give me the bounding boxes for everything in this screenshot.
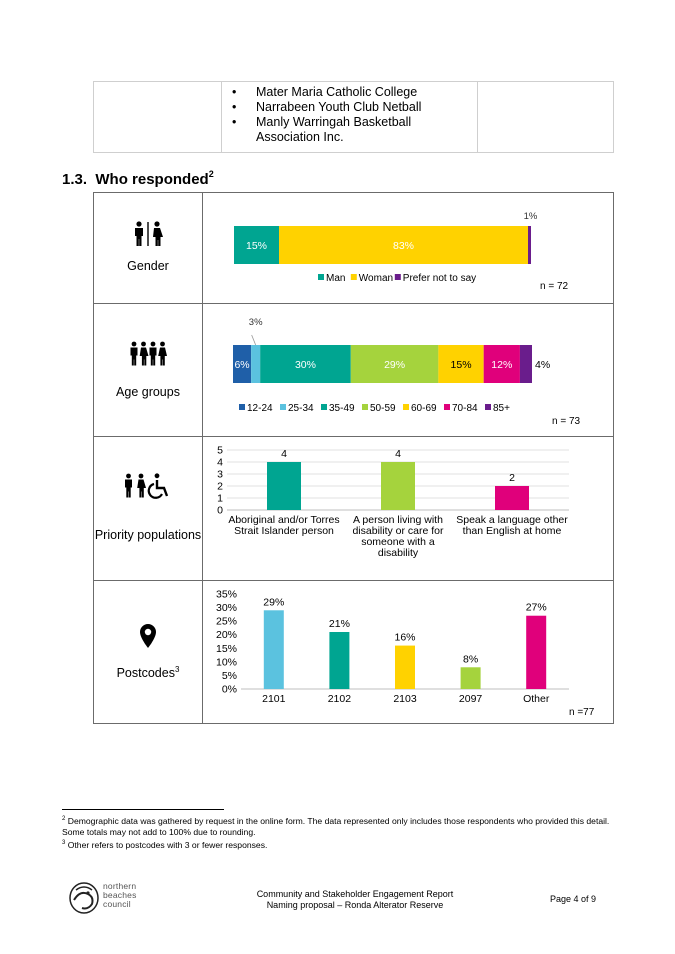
footnote-ref: 2 bbox=[208, 169, 214, 179]
list-item: • Narrabeen Youth Club Netball bbox=[227, 100, 477, 115]
y-tick-label: 30% bbox=[215, 602, 237, 615]
data-label: 6% bbox=[234, 359, 250, 371]
legend-label: Woman bbox=[358, 273, 394, 284]
legend-label: 60-69 bbox=[411, 403, 437, 414]
x-tick-label: Strait Islander person bbox=[234, 525, 334, 537]
footnote-text: Other refers to postcodes with 3 or fewer responses. bbox=[67, 839, 268, 850]
legend-label: 50-59 bbox=[370, 403, 396, 414]
data-label: 30% bbox=[294, 359, 316, 371]
x-tick-label: disability bbox=[377, 547, 419, 559]
legend-label: 70-84 bbox=[452, 403, 478, 414]
bar-3 bbox=[495, 486, 529, 510]
logo-line: council bbox=[103, 899, 131, 909]
data-label: 3% bbox=[248, 317, 263, 328]
stakeholder-table bbox=[93, 81, 614, 153]
y-tick-label: 10% bbox=[215, 656, 237, 669]
y-tick-label: 25% bbox=[215, 615, 237, 628]
footnote-ref: 3 bbox=[174, 665, 180, 674]
data-label: 16% bbox=[394, 631, 416, 644]
data-label: 15% bbox=[450, 359, 472, 371]
x-tick-label: Speak a language other bbox=[456, 514, 568, 526]
data-label: 4 bbox=[395, 448, 401, 460]
data-label: 8% bbox=[463, 653, 479, 666]
y-tick-label: 1 bbox=[217, 492, 223, 505]
data-label: 4% bbox=[535, 359, 551, 371]
legend-swatch bbox=[485, 404, 491, 410]
y-tick-label: 3 bbox=[217, 468, 223, 481]
list-item: • Mater Maria Catholic College bbox=[227, 85, 477, 100]
y-tick-label: 4 bbox=[217, 456, 223, 469]
bar-segment-prefer-not-to-say bbox=[528, 226, 531, 264]
y-tick-label: 5 bbox=[217, 444, 223, 457]
legend-label: 35-49 bbox=[329, 403, 355, 414]
logo-line: beaches bbox=[103, 890, 137, 900]
footer-line: Naming proposal – Ronda Alterator Reserve bbox=[266, 900, 444, 910]
data-label: 2 bbox=[509, 472, 515, 484]
bar-1 bbox=[267, 462, 301, 510]
data-label: 1% bbox=[523, 211, 538, 222]
legend-label: Prefer not to say bbox=[402, 273, 477, 284]
footnote-number: 2 bbox=[62, 816, 66, 822]
y-tick-label: 0 bbox=[217, 504, 223, 517]
legend-swatch bbox=[362, 404, 368, 410]
x-tick-label: 2103 bbox=[393, 693, 417, 705]
footnote bbox=[62, 838, 622, 851]
row-label-age-groups: Age groups bbox=[116, 385, 180, 399]
sample-size: n =77 bbox=[569, 707, 595, 718]
data-label: 27% bbox=[525, 601, 547, 614]
footer-title bbox=[230, 889, 480, 911]
footnote bbox=[62, 814, 622, 827]
bar-1 bbox=[264, 610, 284, 689]
bar-2 bbox=[381, 462, 415, 510]
legend-swatch bbox=[239, 404, 245, 410]
table-cell-left bbox=[94, 82, 222, 152]
data-label: 83% bbox=[392, 240, 415, 252]
data-label: 15% bbox=[245, 240, 268, 252]
x-tick-label: 2097 bbox=[458, 693, 483, 705]
legend-label: Man bbox=[326, 273, 346, 284]
x-tick-label: than English at home bbox=[462, 525, 562, 537]
footnote-text: Some totals may not add to 100% due to rounding. bbox=[62, 826, 256, 837]
footnote-text: Demographic data was gathered by request in the online form. The data represented only includes those respondents who provided this detail. bbox=[67, 815, 610, 826]
data-label: 4 bbox=[281, 448, 287, 460]
sample-size: n = 72 bbox=[540, 281, 569, 292]
legend-swatch bbox=[395, 274, 401, 280]
row-label-priority-populations: Priority populations bbox=[94, 528, 202, 542]
x-tick-label: A person living with bbox=[353, 514, 443, 526]
x-tick-label: 2101 bbox=[262, 693, 286, 705]
x-tick-label: disability or care for bbox=[352, 525, 444, 537]
legend-swatch bbox=[318, 274, 324, 280]
x-tick-label: Aboriginal and/or Torres bbox=[228, 514, 340, 526]
bar-5 bbox=[526, 616, 546, 689]
legend-swatch bbox=[351, 274, 357, 280]
x-tick-label: 2102 bbox=[327, 693, 352, 705]
section-title-text: Who responded bbox=[95, 171, 209, 188]
list-item: • Manly Warringah Basketball Association Inc. bbox=[227, 115, 477, 145]
section-heading bbox=[62, 170, 214, 188]
footnotes bbox=[62, 814, 622, 851]
footer-line: Community and Stakeholder Engagement Report bbox=[256, 889, 454, 899]
y-tick-label: 5% bbox=[221, 669, 237, 682]
legend-swatch bbox=[444, 404, 450, 410]
bar-2 bbox=[329, 632, 349, 689]
page-number: Page 4 of 9 bbox=[550, 894, 597, 904]
legend-label: 85+ bbox=[493, 403, 510, 414]
footnote bbox=[62, 827, 622, 838]
council-logo-text bbox=[103, 882, 137, 909]
legend-label: 25-34 bbox=[288, 403, 314, 414]
demographics-charts bbox=[94, 193, 615, 725]
legend-swatch bbox=[280, 404, 286, 410]
y-tick-label: 0% bbox=[221, 683, 237, 696]
y-tick-label: 35% bbox=[215, 588, 237, 601]
bar-4 bbox=[461, 667, 481, 689]
data-label: 29% bbox=[263, 596, 285, 609]
stakeholder-list bbox=[227, 85, 477, 145]
data-label: 29% bbox=[384, 359, 406, 371]
demographics-table bbox=[93, 192, 614, 724]
legend-label: 12-24 bbox=[247, 403, 273, 414]
y-tick-label: 20% bbox=[215, 629, 237, 642]
y-tick-label: 15% bbox=[215, 642, 237, 655]
bar-3 bbox=[395, 646, 415, 689]
y-tick-label: 2 bbox=[217, 480, 223, 493]
leader-line bbox=[252, 335, 256, 345]
postcodes-label-text: Postcodes bbox=[116, 666, 175, 681]
sample-size: n = 73 bbox=[552, 416, 581, 427]
legend-swatch bbox=[403, 404, 409, 410]
data-label: 21% bbox=[328, 618, 350, 630]
bar-segment-25-34 bbox=[251, 345, 260, 383]
x-tick-label: Other bbox=[523, 693, 550, 705]
row-label-gender: Gender bbox=[127, 259, 169, 273]
legend-swatch bbox=[321, 404, 327, 410]
logo-line: northern bbox=[103, 881, 137, 891]
footnote-divider bbox=[62, 809, 224, 810]
data-label: 12% bbox=[491, 359, 513, 371]
footnote-number: 3 bbox=[62, 839, 66, 846]
bar-segment-85- bbox=[520, 345, 532, 383]
section-number: 1.3. bbox=[62, 171, 88, 188]
x-tick-label: someone with a bbox=[361, 536, 435, 548]
